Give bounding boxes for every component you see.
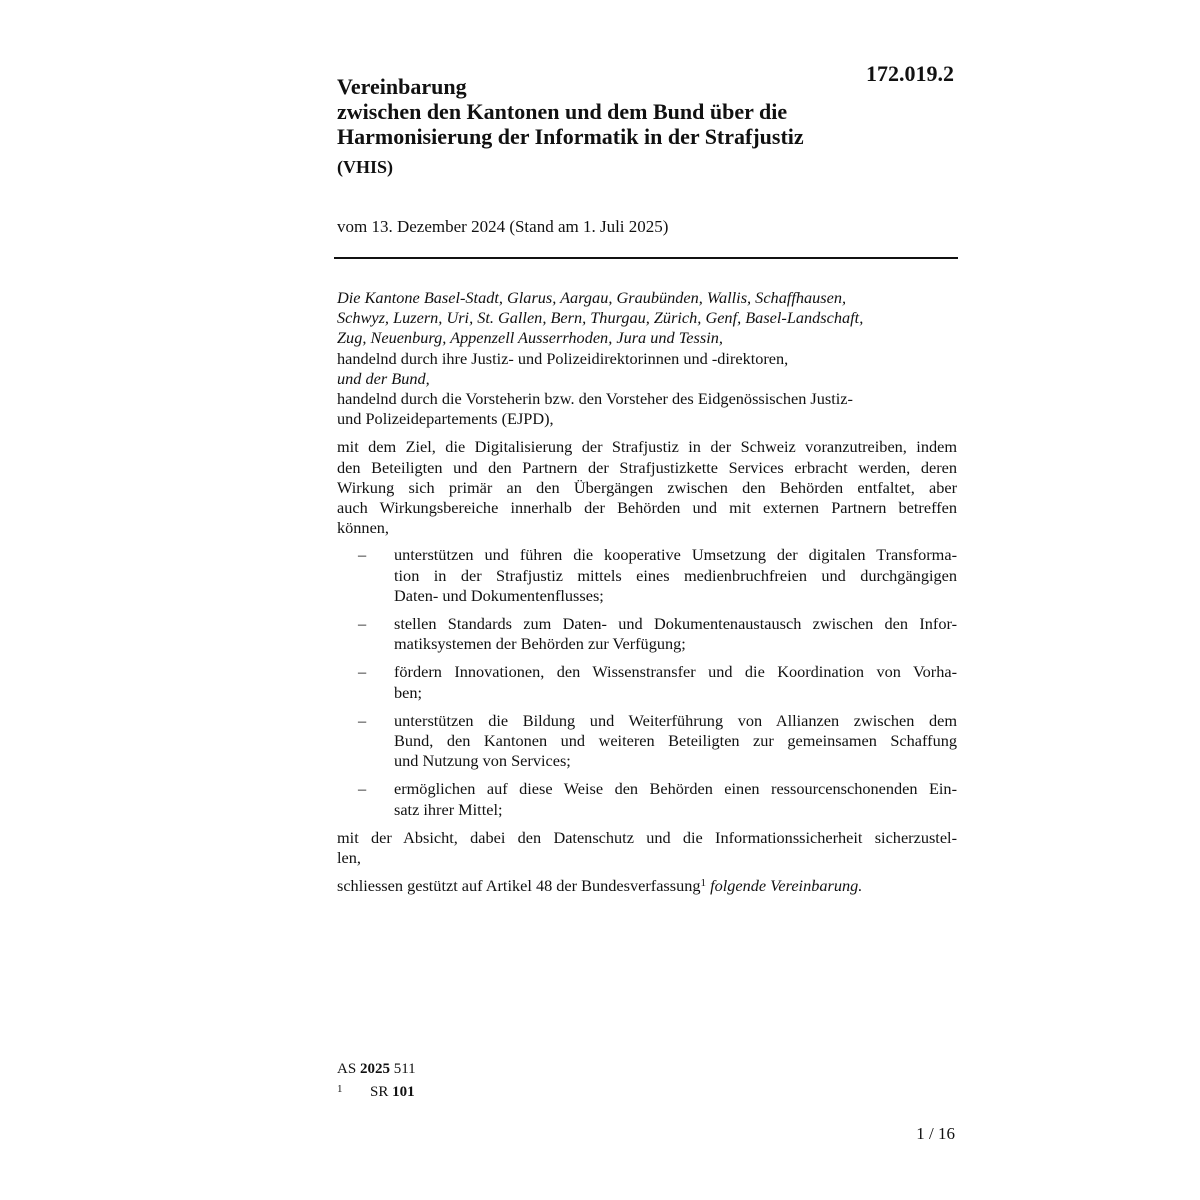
cantons-acting: handelnd durch ihre Justiz- und Polizeidirektorinnen und -direktoren,	[337, 348, 789, 368]
closing-paragraph	[337, 876, 957, 896]
list-item	[337, 662, 957, 702]
list-item	[337, 779, 957, 819]
text-line: können,	[337, 518, 389, 538]
dash-marker: –	[358, 779, 367, 799]
title-line: zwischen den Kantonen und dem Bund über die	[337, 99, 788, 124]
cantons-paragraph	[337, 288, 957, 349]
text-line: ermöglichen auf diese Weise den Behörden einen ressourcenschonenden Ein-	[394, 779, 957, 799]
text-line: den Beteiligten und den Partnern der Strafjustizkette Services erbracht werden, deren	[337, 457, 957, 477]
as-page: 511	[389, 1061, 416, 1077]
dash-marker: –	[358, 614, 367, 634]
closing-text: schliessen gestützt auf Artikel 48 der Bundesverfassung	[337, 876, 701, 896]
bund-intro: und der Bund,	[337, 368, 430, 388]
text-line: Die Kantone Basel-Stadt, Glarus, Aargau, Graubünden, Wallis, Schaffhausen,	[337, 288, 847, 307]
closing-line	[337, 876, 957, 896]
footnote-reference[interactable]: 1	[700, 877, 707, 890]
sr-prefix: SR	[370, 1084, 393, 1100]
closing-italic: folgende Vereinbarung.	[706, 876, 863, 896]
preamble	[337, 288, 957, 896]
as-year: 2025	[359, 1061, 390, 1077]
text-line: Zug, Neuenburg, Appenzell Ausserrhoden, Jura und Tessin,	[337, 328, 723, 348]
sr-reference[interactable]: 101	[392, 1084, 415, 1100]
text-line: Wirkung sich primär an den Übergängen zwischen den Behörden entfaltet, aber	[337, 477, 957, 497]
goal-paragraph	[337, 437, 957, 538]
text-line: und Nutzung von Services;	[394, 751, 571, 771]
sr-number: 172.019.2	[866, 61, 954, 86]
text-line: auch Wirkungsbereiche innerhalb der Behörden und mit externen Partnern betreffen	[337, 498, 957, 518]
intent-paragraph	[337, 828, 957, 868]
text-line: Daten- und Dokumentenflusses;	[394, 585, 604, 605]
text-line: handelnd durch die Vorsteherin bzw. den Vorsteher des Eidgenössischen Justiz-	[337, 389, 853, 409]
page-number: 1 / 16	[916, 1124, 955, 1143]
text-line: mit der Absicht, dabei den Datenschutz und die Informationssicherheit sicherzustel-	[337, 827, 957, 847]
text-line: len,	[337, 848, 361, 868]
text-line: tion in der Strafjustiz mittels eines medienbruchfreien und durchgängigen	[394, 565, 957, 585]
title-block	[337, 74, 897, 179]
text-line: matiksystemen der Behörden zur Verfügung;	[394, 634, 686, 654]
text-line: stellen Standards zum Daten- und Dokumentenaustausch zwischen den Infor-	[394, 614, 957, 634]
text-line: unterstützen und führen die kooperative Umsetzung der digitalen Transforma-	[394, 545, 957, 565]
text-line: mit dem Ziel, die Digitalisierung der Strafjustiz in der Schweiz voranzutreiben, indem	[337, 437, 957, 457]
as-reference	[337, 1059, 416, 1079]
dash-marker: –	[358, 662, 367, 682]
list-item	[337, 545, 957, 606]
footnote-mark: 1	[337, 1083, 343, 1095]
dash-marker: –	[358, 545, 367, 565]
header-divider	[334, 257, 958, 259]
dash-marker: –	[358, 710, 367, 730]
text-line: ben;	[394, 682, 423, 702]
title-line: Harmonisierung der Informatik in der Strafjustiz	[337, 124, 804, 149]
text-line: unterstützen die Bildung und Weiterführung von Allianzen zwischen dem	[394, 710, 957, 730]
goal-list	[337, 545, 957, 819]
text-line: fördern Innovationen, den Wissenstransfer und die Koordination von Vorha-	[394, 662, 957, 682]
footnotes	[337, 1059, 416, 1102]
footnote-1	[337, 1079, 416, 1102]
text-line: und Polizeidepartements (EJPD),	[337, 409, 554, 429]
title-line: Vereinbarung	[337, 74, 467, 99]
text-line: Bund, den Kantonen und weiteren Beteiligten zur gemeinsamen Schaffung	[394, 731, 957, 751]
date-line: vom 13. Dezember 2024 (Stand am 1. Juli 2025)	[337, 217, 669, 236]
text-line: Schwyz, Luzern, Uri, St. Gallen, Bern, Thurgau, Zürich, Genf, Basel-Landschaft,	[337, 308, 864, 328]
title-abbreviation: (VHIS)	[337, 157, 394, 177]
text-line: satz ihrer Mittel;	[394, 799, 503, 819]
list-item	[337, 711, 957, 772]
list-item	[337, 614, 957, 654]
as-prefix: AS	[337, 1061, 360, 1077]
